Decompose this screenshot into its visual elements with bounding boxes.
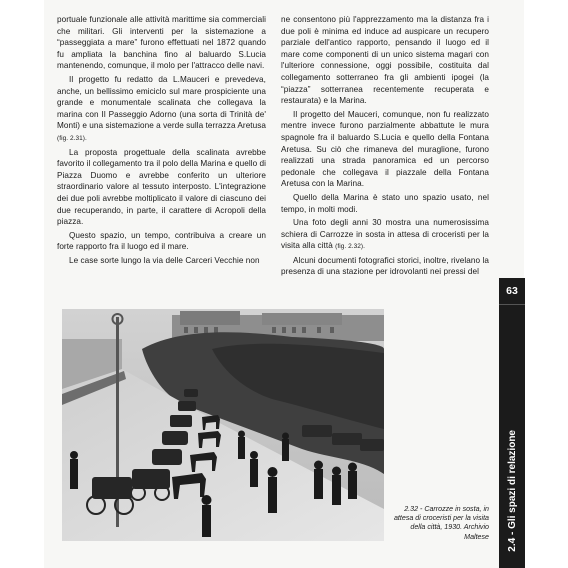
figure-caption: 2.32 - Carrozze in sosta, in attesa di croceristi per la visita della città, 1930. Archivio Maltese [393,505,489,541]
paragraph: La proposta progettuale della scalinata avrebbe favorito il collegamento tra il polo della Marina e quello di Piazza Duomo e avrebbe conferito un ulteriore straordinario valore al tessuto interposto. L'integrazione dei due poli avrebbe moltiplicato il valore di ciascuno dei due recuperando, in parte, il carattere di Acropoli della piazza. [57,147,266,227]
section-title: 2.4 - Gli spazi di relazione [506,430,518,552]
paragraph: Il progetto del Mauceri, comunque, non fu realizzato mentre invece furono parzialmente abbattute le mura spagnole fra il baluardo S.Lucia e quello della Fontana Aretusa. Su ciò che rimaneva del muraglione, furono realizzati una strada panoramica ed un percorso pedonale che collegava il piazzale della Fontana Aretusa con la Marina. [281,109,489,189]
paragraph: Questo spazio, un tempo, contribuiva a creare un forte rapporto fra il luogo ed il mare. [57,230,266,252]
paragraph: Alcuni documenti fotografici storici, inoltre, rivelano la presenza di una stazione per idrovolanti nei pressi del [281,255,489,277]
paragraph [281,217,489,253]
paragraph-text: Il progetto fu redatto da L.Mauceri e prevedeva, anche, un bellissimo emiciclo sul mare prospiciente una grande e monumentale scalinata che collegava la marina con Il Passeggio Adorno (una sorta di Trinità de' Monti) e una sistemazione a verde sulla terrazza Aretusa [57,74,266,131]
text-column-right [281,14,489,280]
figure-reference: (fig. 2.31). [57,134,87,142]
photo-illustration [62,309,384,541]
paragraph: Quello della Marina è stato uno spazio usato, nel tempo, in molti modi. [281,192,489,214]
paragraph [57,74,266,145]
paragraph: Le case sorte lungo la via delle Carceri Vecchie non [69,255,260,265]
paragraph-text: Una foto degli anni 30 mostra una numerosissima schiera di Carrozze in sosta in attesa di croceristi per la visita alla città [281,218,489,251]
page-number: 63 [499,278,525,305]
paragraph: portuale funzionale alle attività marittime sia commerciali che militari. Gli interventi per la sistemazione a “passeggiata a mare” furono effettuati nel 1872 quando fu ampliata la banchina fino al baluardo S.Lucia mantenendo, comunque, il molo per l'attracco delle navi. [57,15,266,71]
historic-photo-carriages [62,309,384,541]
paragraph: ne consentono più l'apprezzamento ma la distanza fra i due poli è minima ed induce ad auspicare un recupero parziale dell'antico rapporto, pensando il luogo ed il mare come componenti di un unico sistema magari con l'ulteriore connessione, oggi possibile, costituita dal collegamento sotterraneo fra gli ambienti ipogei (la “piazza” sotterranea recentemente recuperata e restaurata) e la Marina. [281,15,489,106]
text-column-left [57,14,266,268]
section-label [499,312,525,552]
figure-reference: (fig. 2.32). [335,243,366,251]
page-left-margin [0,0,44,568]
page-right-margin [524,0,568,568]
